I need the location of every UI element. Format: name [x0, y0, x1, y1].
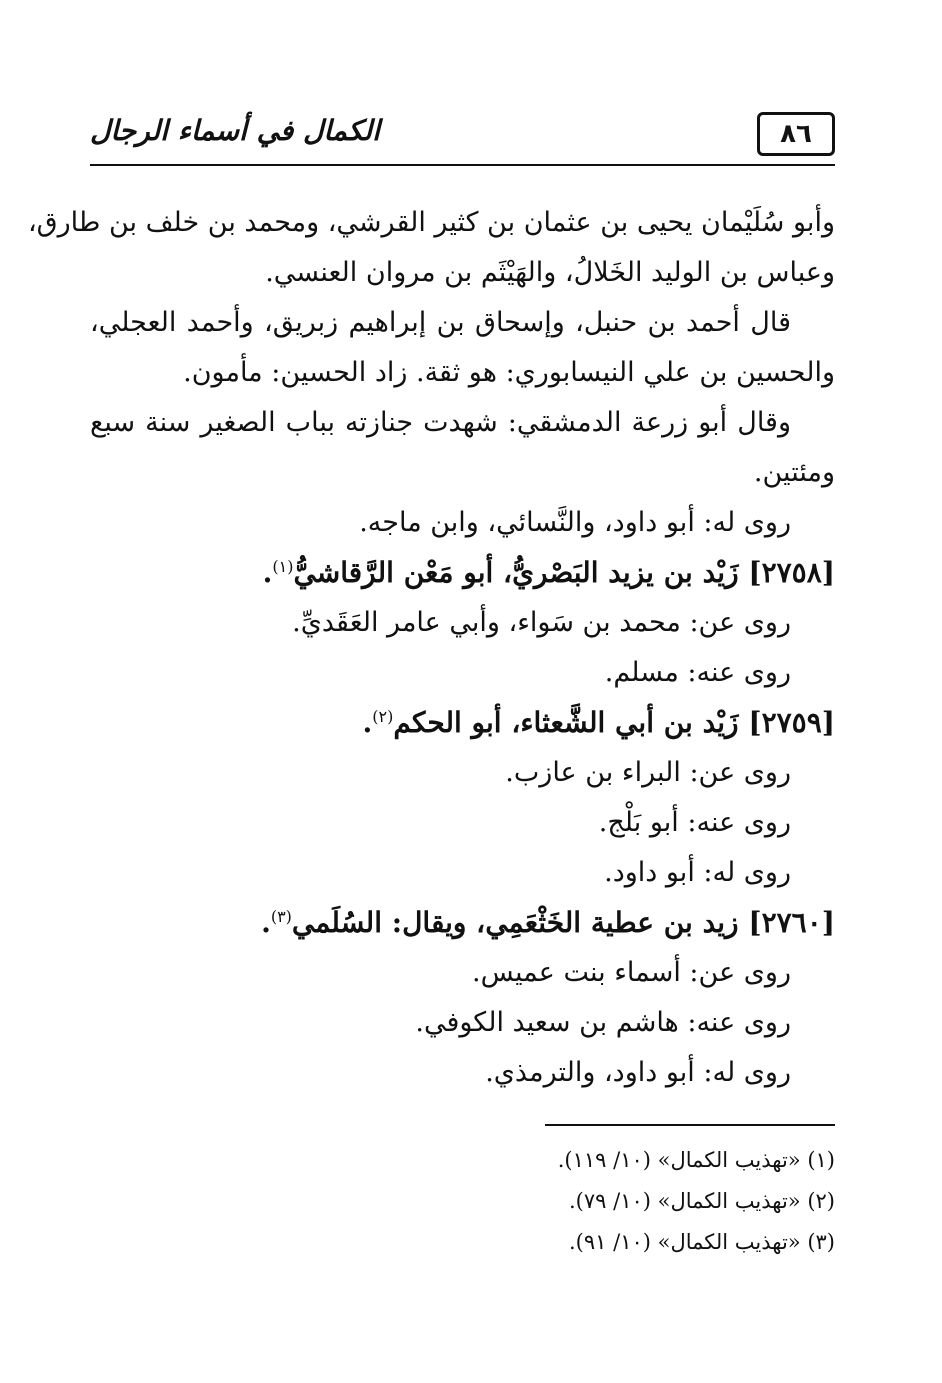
footnote: (٣) «تهذيب الكمال» (١٠/ ٩١).	[569, 1230, 835, 1254]
text-line: روى عنه: هاشم بن سعيد الكوفي.	[415, 1007, 791, 1038]
text-line: روى عنه: مسلم.	[604, 657, 791, 688]
entry-number: [٢٧٥٨]	[748, 556, 835, 589]
text-line: روى عن: محمد بن سَواء، وأبي عامر العَقَديِّ.	[292, 607, 791, 638]
page-number: ٨٦	[757, 112, 835, 156]
text-line: روى عن: أسماء بنت عميس.	[471, 957, 791, 988]
footnote-ref: (١)	[272, 557, 294, 576]
entry-name: زَيْد بن أبي الشَّعثاء، أبو الحكم	[393, 706, 739, 739]
entry-heading-2759	[90, 698, 835, 748]
text-line: روى له: أبو داود، والنَّسائي، وابن ماجه.	[359, 507, 791, 538]
footnote-rule	[545, 1124, 835, 1126]
entry-number: [٢٧٦٠]	[748, 906, 835, 939]
text-line: قال أحمد بن حنبل، وإسحاق بن إبراهيم زبريق، وأحمد العجلي،	[90, 307, 791, 338]
page-header	[90, 108, 835, 168]
text-line: ومئتين.	[753, 457, 835, 488]
text-line: روى له: أبو داود، والترمذي.	[485, 1057, 791, 1088]
text-line: والحسين بن علي النيسابوري: هو ثقة. زاد الحسين: مأمون.	[183, 357, 835, 388]
footnote-ref: (٣)	[270, 907, 292, 926]
main-text	[27, 198, 835, 1098]
text-line: وقال أبو زرعة الدمشقي: شهدت جنازته بباب الصغير سنة سبع	[90, 407, 791, 438]
entry-name: زَيْد بن يزيد البَصْريُّ، أبو مَعْن الرَّقاشيُّ	[293, 556, 739, 589]
footnotes	[558, 1140, 835, 1263]
footnote: (١) «تهذيب الكمال» (١٠/ ١١٩).	[557, 1148, 835, 1172]
entry-number: [٢٧٥٩]	[748, 706, 835, 739]
footnote: (٢) «تهذيب الكمال» (١٠/ ٧٩).	[569, 1189, 835, 1213]
text-line: روى له: أبو داود.	[604, 857, 791, 888]
text-line: روى عن: البراء بن عازب.	[505, 757, 791, 788]
entry-name: زيد بن عطية الخَثْعَمِي، ويقال: السُلَمي	[291, 906, 739, 939]
footnote-ref: (٢)	[372, 707, 394, 726]
entry-end: .	[362, 706, 373, 739]
entry-end: .	[262, 556, 273, 589]
text-line: وعباس بن الوليد الخَلالُ، والهَيْثَم بن مروان العنسي.	[265, 257, 835, 288]
entry-heading-2758	[90, 548, 835, 598]
entry-heading-2760	[90, 898, 835, 948]
entry-end: .	[261, 906, 271, 939]
text-line: روى عنه: أبو بَلْج.	[598, 807, 791, 838]
text-line: وأبو سُلَيْمان يحيى بن عثمان بن كثير القرشي، ومحمد بن خلف بن طارق،	[27, 207, 835, 238]
header-rule	[90, 164, 835, 166]
book-title: الكمال في أسماء الرجال	[90, 114, 380, 147]
